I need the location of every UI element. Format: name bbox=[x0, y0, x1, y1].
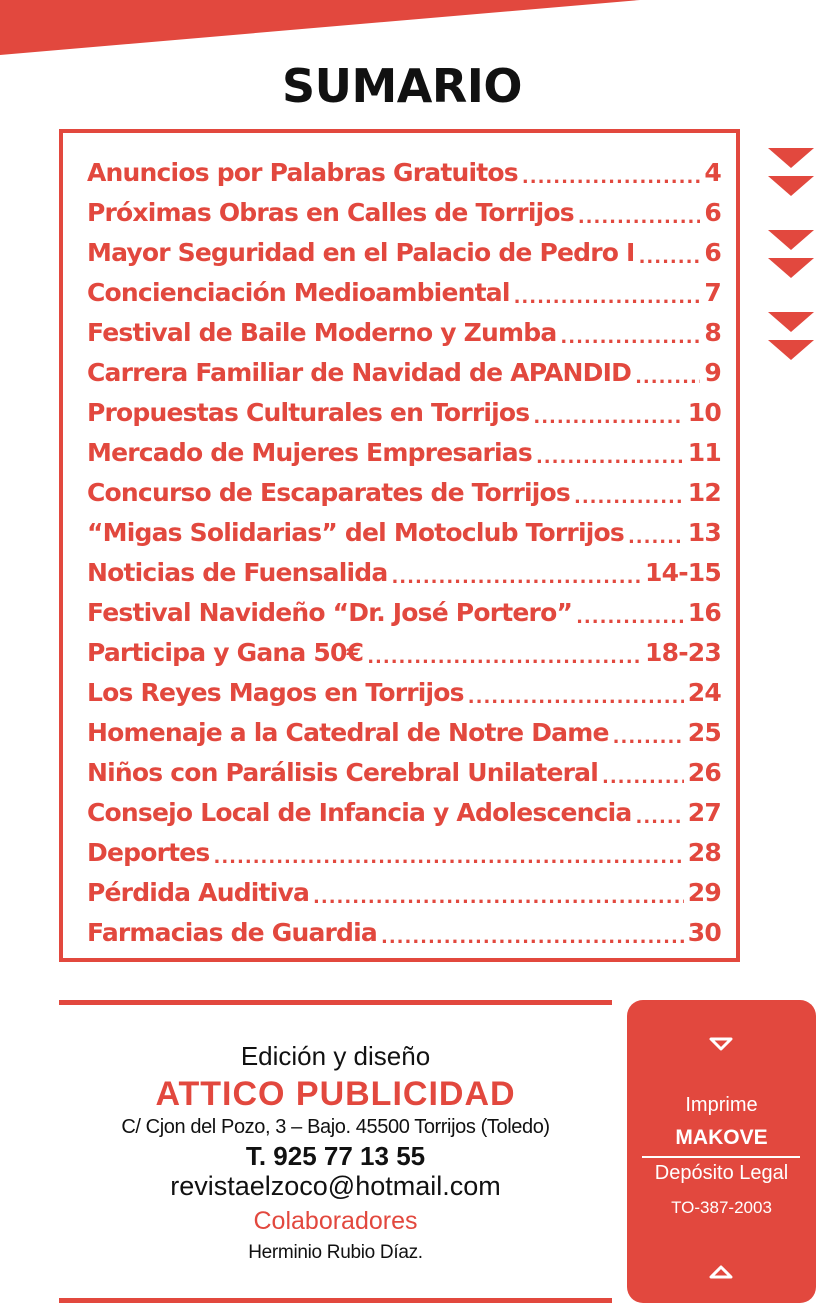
company-email[interactable]: revistaelzoco@hotmail.com bbox=[170, 1171, 501, 1201]
toc-leader-dots bbox=[313, 883, 684, 913]
toc-leader-dots bbox=[602, 763, 684, 793]
legal-deposit-code: TO-387-2003 bbox=[671, 1198, 772, 1217]
toc-item-title: Noticias de Fuensalida bbox=[87, 558, 388, 587]
toc-item-page: 7 bbox=[704, 278, 721, 307]
toc-item-page: 13 bbox=[687, 518, 721, 547]
toc-item[interactable] bbox=[87, 233, 721, 273]
company-phone: T. 925 77 13 55 bbox=[245, 1141, 426, 1171]
toc-leader-dots bbox=[381, 923, 684, 953]
toc-item[interactable] bbox=[87, 153, 721, 193]
toc-item-title: “Migas Solidarias” del Motoclub Torrijos bbox=[87, 518, 624, 547]
toc-item-title: Homenaje a la Catedral de Notre Dame bbox=[87, 718, 609, 747]
toc-item-page: 30 bbox=[687, 918, 721, 947]
toc-item-page: 8 bbox=[704, 318, 721, 347]
design-label: Edición y diseño bbox=[240, 1041, 431, 1071]
toc-item-page: 9 bbox=[704, 358, 721, 387]
toc-item-page: 27 bbox=[687, 798, 721, 827]
toc-item[interactable] bbox=[87, 713, 721, 753]
toc-leader-dots bbox=[533, 403, 683, 433]
toc-leader-dots bbox=[574, 483, 684, 513]
divider-top bbox=[59, 1000, 612, 1005]
toc-leader-dots bbox=[514, 283, 701, 313]
toc-item[interactable] bbox=[87, 273, 721, 313]
toc-leader-dots bbox=[578, 203, 701, 233]
toc-leader-dots bbox=[636, 803, 684, 833]
page-title: SUMARIO bbox=[282, 59, 522, 113]
chevron-down-icon bbox=[768, 230, 814, 250]
toc-item-page: 18-23 bbox=[645, 638, 721, 667]
toc-leader-dots bbox=[576, 603, 684, 633]
toc-item-title: Festival Navideño “Dr. José Portero” bbox=[87, 598, 573, 627]
toc-list bbox=[87, 153, 721, 953]
toc-leader-dots bbox=[613, 723, 684, 753]
collaborators-label: Colaboradores bbox=[253, 1207, 418, 1235]
legal-deposit-label: Depósito Legal bbox=[654, 1162, 789, 1184]
toc-item[interactable] bbox=[87, 393, 721, 433]
toc-item-title: Niños con Parálisis Cerebral Unilateral bbox=[87, 758, 598, 787]
toc-item[interactable] bbox=[87, 473, 721, 513]
printer-label: Imprime bbox=[685, 1094, 758, 1116]
top-red-banner bbox=[0, 0, 819, 60]
chevron-down-icon bbox=[768, 340, 814, 360]
toc-item-page: 12 bbox=[687, 478, 721, 507]
toc-item-page: 29 bbox=[687, 878, 721, 907]
toc-item-title: Mayor Seguridad en el Palacio de Pedro I bbox=[87, 238, 635, 267]
toc-leader-dots bbox=[214, 843, 684, 873]
toc-item-page: 28 bbox=[687, 838, 721, 867]
toc-item-title: Propuestas Culturales en Torrijos bbox=[87, 398, 530, 427]
toc-item[interactable] bbox=[87, 353, 721, 393]
toc-item-page: 6 bbox=[704, 198, 721, 227]
toc-item-title: Mercado de Mujeres Empresarias bbox=[87, 438, 532, 467]
credits-block bbox=[59, 1030, 612, 1266]
toc-item[interactable] bbox=[87, 873, 721, 913]
toc-leader-dots bbox=[560, 323, 700, 353]
chevron-up-icon bbox=[708, 1264, 734, 1280]
toc-leader-dots bbox=[635, 363, 700, 393]
toc-item-page: 16 bbox=[687, 598, 721, 627]
table-of-contents bbox=[59, 129, 740, 962]
toc-item-title: Farmacias de Guardia bbox=[87, 918, 377, 947]
toc-item-page: 6 bbox=[704, 238, 721, 267]
toc-item-page: 4 bbox=[704, 158, 721, 187]
chevron-down-icon bbox=[768, 258, 814, 278]
printer-name: MAKOVE bbox=[675, 1126, 768, 1149]
print-info-card bbox=[627, 1000, 816, 1303]
toc-item[interactable] bbox=[87, 193, 721, 233]
toc-item[interactable] bbox=[87, 793, 721, 833]
toc-item-page: 14-15 bbox=[645, 558, 721, 587]
company-address: C/ Cjon del Pozo, 3 – Bajo. 45500 Torrijos (Toledo) bbox=[121, 1116, 550, 1138]
toc-item-title: Pérdida Auditiva bbox=[87, 878, 310, 907]
toc-leader-dots bbox=[522, 163, 701, 193]
toc-item[interactable] bbox=[87, 433, 721, 473]
toc-item[interactable] bbox=[87, 513, 721, 553]
toc-leader-dots bbox=[628, 523, 684, 553]
toc-item-page: 25 bbox=[687, 718, 721, 747]
divider-bottom bbox=[59, 1298, 612, 1303]
toc-leader-dots bbox=[536, 443, 684, 473]
toc-item-title: Carrera Familiar de Navidad de APANDID bbox=[87, 358, 632, 387]
card-divider bbox=[642, 1156, 800, 1158]
toc-item-title: Consejo Local de Infancia y Adolescencia bbox=[87, 798, 632, 827]
toc-item[interactable] bbox=[87, 913, 721, 953]
chevron-down-icon bbox=[708, 1036, 734, 1052]
toc-item[interactable] bbox=[87, 593, 721, 633]
company-name: ATTICO PUBLICIDAD bbox=[155, 1075, 516, 1113]
toc-item[interactable] bbox=[87, 313, 721, 353]
toc-leader-dots bbox=[639, 243, 701, 273]
toc-item-page: 10 bbox=[687, 398, 721, 427]
toc-item-title: Festival de Baile Moderno y Zumba bbox=[87, 318, 557, 347]
toc-item[interactable] bbox=[87, 753, 721, 793]
collaborator-name: Herminio Rubio Díaz. bbox=[248, 1242, 423, 1263]
chevron-down-icon bbox=[768, 148, 814, 168]
chevron-down-icon bbox=[768, 312, 814, 332]
toc-leader-dots bbox=[468, 683, 684, 713]
toc-leader-dots bbox=[367, 643, 641, 673]
toc-item[interactable] bbox=[87, 673, 721, 713]
decorative-arrows bbox=[768, 148, 814, 378]
chevron-down-icon bbox=[768, 176, 814, 196]
toc-item-page: 26 bbox=[687, 758, 721, 787]
toc-item-page: 24 bbox=[687, 678, 721, 707]
toc-item[interactable] bbox=[87, 553, 721, 593]
toc-item-title: Deportes bbox=[87, 838, 210, 867]
toc-item-title: Anuncios por Palabras Gratuitos bbox=[87, 158, 518, 187]
toc-item-title: Los Reyes Magos en Torrijos bbox=[87, 678, 464, 707]
toc-leader-dots bbox=[391, 563, 641, 593]
toc-item-title: Concurso de Escaparates de Torrijos bbox=[87, 478, 570, 507]
toc-item-title: Participa y Gana 50€ bbox=[87, 638, 364, 667]
toc-item[interactable] bbox=[87, 833, 721, 873]
toc-item-page: 11 bbox=[687, 438, 721, 467]
toc-item-title: Próximas Obras en Calles de Torrijos bbox=[87, 198, 574, 227]
toc-item[interactable] bbox=[87, 633, 721, 673]
toc-item-title: Concienciación Medioambiental bbox=[87, 278, 510, 307]
